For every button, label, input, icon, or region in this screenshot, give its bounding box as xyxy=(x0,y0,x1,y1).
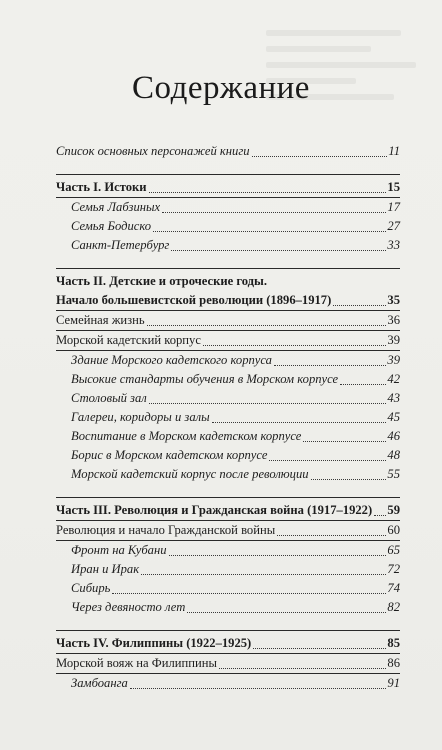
dot-leader xyxy=(149,403,387,404)
dot-leader xyxy=(112,593,386,594)
toc-entry-title: Революция и начало Гражданской войны xyxy=(56,523,276,537)
toc-entry-title: Фронт на Кубани xyxy=(71,543,167,557)
toc-entry-title: Через девяносто лет xyxy=(71,600,186,614)
toc-entry-title: Сибирь xyxy=(71,581,111,595)
toc-part-entry[interactable] xyxy=(56,291,400,311)
toc-part-heading: Часть II. Детские и отроческие годы. xyxy=(56,274,268,288)
toc-page-number: 42 xyxy=(387,372,400,386)
toc-entry[interactable] xyxy=(56,311,400,331)
toc-entry-title: Список основных персонажей книги xyxy=(56,144,250,158)
dot-leader xyxy=(219,668,387,669)
toc-entry-title: Часть IV. Филиппины (1922–1925) xyxy=(56,636,252,650)
toc-page-number: 55 xyxy=(387,467,400,481)
toc-entry[interactable] xyxy=(56,217,400,236)
toc-entry[interactable] xyxy=(56,446,400,465)
toc-entry[interactable] xyxy=(56,236,400,255)
toc-page-number: 72 xyxy=(387,562,400,576)
toc-page-number: 43 xyxy=(387,391,400,405)
dot-leader xyxy=(162,212,386,213)
toc-page-number: 17 xyxy=(387,200,400,214)
toc-entry[interactable] xyxy=(56,408,400,427)
toc-page-number: 82 xyxy=(387,600,400,614)
toc-entry-title: Здание Морского кадетского корпуса xyxy=(71,353,272,367)
toc-page-number: 36 xyxy=(387,313,400,327)
toc-part-entry[interactable] xyxy=(56,501,400,521)
toc-entry[interactable] xyxy=(56,541,400,560)
dot-leader xyxy=(333,305,386,306)
dot-leader xyxy=(130,688,387,689)
toc-entry[interactable] xyxy=(56,427,400,446)
toc-page-number: 85 xyxy=(387,636,400,650)
toc-entry-title: Семейная жизнь xyxy=(56,313,145,327)
toc-entry-title: Столовый зал xyxy=(71,391,147,405)
toc-entry-title: Начало большевистской революции (1896–1917) xyxy=(56,293,332,307)
toc-entry[interactable] xyxy=(56,598,400,617)
toc-page-number: 11 xyxy=(388,144,400,158)
toc-entry[interactable] xyxy=(56,331,400,351)
toc-entry-title: Морской вояж на Филиппины xyxy=(56,656,217,670)
toc-page-number: 91 xyxy=(387,676,400,690)
toc-entry-title: Семья Лабзиных xyxy=(71,200,161,214)
dot-leader xyxy=(340,384,386,385)
toc-page-number: 45 xyxy=(387,410,400,424)
dot-leader xyxy=(311,479,387,480)
toc-page-number: 33 xyxy=(387,238,400,252)
toc-page-number: 15 xyxy=(387,180,400,194)
toc-entry-title: Семья Бодиско xyxy=(71,219,152,233)
toc-entry-title: Часть I. Истоки xyxy=(56,180,147,194)
toc-entry[interactable] xyxy=(56,521,400,541)
toc-entry[interactable] xyxy=(56,198,400,217)
toc-entry-title: Замбоанга xyxy=(71,676,128,690)
toc-entry[interactable] xyxy=(56,389,400,408)
toc-entry-title: Высокие стандарты обучения в Морском корпусе xyxy=(71,372,339,386)
dot-leader xyxy=(277,535,386,536)
toc-page-number: 65 xyxy=(387,543,400,557)
dot-leader xyxy=(153,231,386,232)
dot-leader xyxy=(171,250,386,251)
toc-entry-title: Санкт-Петербург xyxy=(71,238,170,252)
toc-section xyxy=(56,497,400,617)
toc-entry-title: Воспитание в Морском кадетском корпусе xyxy=(71,429,302,443)
dot-leader xyxy=(269,460,386,461)
dot-leader xyxy=(141,574,386,575)
toc-page-number: 48 xyxy=(387,448,400,462)
toc-entry[interactable] xyxy=(56,674,400,693)
dot-leader xyxy=(253,648,386,649)
toc-page-number: 59 xyxy=(387,503,400,517)
toc-entry[interactable] xyxy=(56,370,400,389)
dot-leader xyxy=(374,515,386,516)
toc-entry-title: Морской кадетский корпус xyxy=(56,333,201,347)
toc-page-number: 46 xyxy=(387,429,400,443)
toc-entry[interactable] xyxy=(56,654,400,674)
toc-entry[interactable] xyxy=(56,579,400,598)
dot-leader xyxy=(303,441,386,442)
toc-page-number: 39 xyxy=(387,353,400,367)
dot-leader xyxy=(274,365,386,366)
dot-leader xyxy=(187,612,386,613)
dot-leader xyxy=(149,192,387,193)
page-title: Содержание xyxy=(132,70,310,106)
toc-entry-title: Часть III. Революция и Гражданская война (1917–1922) xyxy=(56,503,373,517)
toc-entry-title: Галереи, коридоры и залы xyxy=(71,410,210,424)
toc-section xyxy=(56,142,400,161)
dot-leader xyxy=(252,156,388,157)
toc-entry-title: Иран и Ирак xyxy=(71,562,140,576)
toc-entry[interactable] xyxy=(56,142,400,161)
toc-entry-title: Морской кадетский корпус после революции xyxy=(71,467,309,481)
toc-part-entry[interactable] xyxy=(56,178,400,198)
toc-section xyxy=(56,268,400,484)
toc-page-number: 60 xyxy=(387,523,400,537)
toc-entry[interactable] xyxy=(56,465,400,484)
toc-entry-title: Борис в Морском кадетском корпусе xyxy=(71,448,268,462)
toc-section xyxy=(56,630,400,693)
toc-page-number: 86 xyxy=(387,656,400,670)
table-of-contents xyxy=(56,142,400,693)
dot-leader xyxy=(147,325,387,326)
toc-part-entry[interactable] xyxy=(56,634,400,654)
toc-page-number: 74 xyxy=(387,581,400,595)
toc-entry[interactable] xyxy=(56,351,400,370)
toc-page-number: 35 xyxy=(387,293,400,307)
dot-leader xyxy=(212,422,387,423)
dot-leader xyxy=(169,555,387,556)
dot-leader xyxy=(203,345,386,346)
toc-entry[interactable] xyxy=(56,560,400,579)
toc-section xyxy=(56,174,400,255)
toc-page-number: 27 xyxy=(387,219,400,233)
toc-page-number: 39 xyxy=(387,333,400,347)
